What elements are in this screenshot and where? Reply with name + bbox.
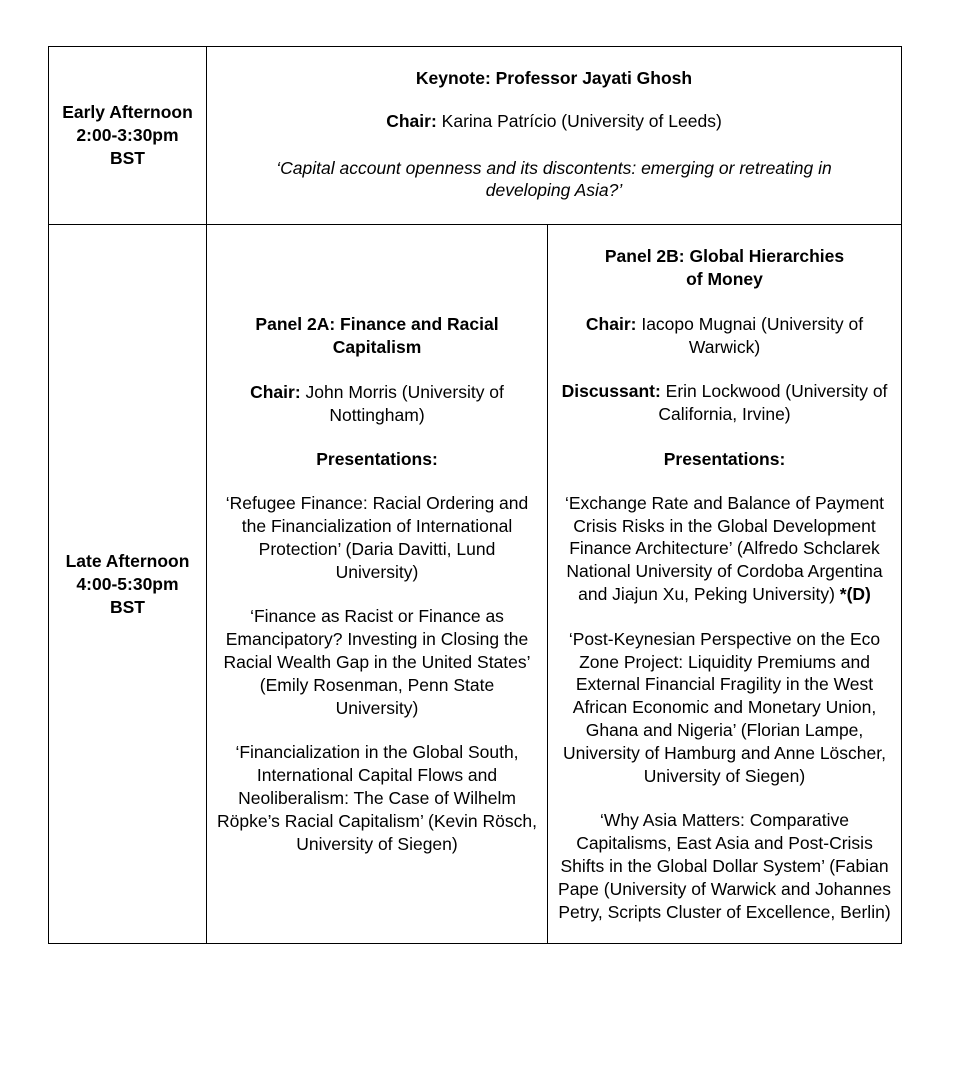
panel-2a-chair — [217, 381, 537, 427]
discussant-mark: *(D) — [839, 583, 871, 604]
chair-value: Iacopo Mugnai (University of Warwick) — [636, 313, 864, 357]
time-zone: BST — [110, 596, 145, 617]
discussant-label: Discussant: — [561, 381, 661, 402]
panel-2a-cell — [207, 225, 548, 944]
chair-value: John Morris (University of Nottingham) — [300, 381, 504, 425]
chair-label: Chair: — [386, 110, 437, 131]
keynote-talk-title: ‘Capital account openness and its discontents: emerging or retreating in developing Asia?’ — [276, 157, 832, 201]
chair-label: Chair: — [250, 381, 301, 402]
panel-2b-title — [557, 245, 892, 291]
panel-2b-chair — [557, 313, 892, 359]
presentation-item: ‘Finance as Racist or Finance as Emancipatory? Investing in Closing the Racial Wealth Gap in the United States’ (Emily Rosenman, Penn State University) — [223, 606, 531, 718]
panel-2b-presentations-heading: Presentations: — [663, 448, 786, 469]
late-afternoon-time-cell — [49, 225, 207, 944]
panel-title-line: of Money — [686, 268, 763, 289]
late-afternoon-row — [49, 225, 902, 944]
time-label: Early Afternoon — [62, 102, 193, 123]
early-afternoon-time-cell — [49, 47, 207, 225]
presentation-item: ‘Refugee Finance: Racial Ordering and the Financialization of International Protection’ (Daria Davitti, Lund University) — [225, 493, 529, 582]
panel-2b-discussant — [557, 380, 892, 426]
time-range: 4:00-5:30pm — [76, 573, 179, 594]
presentation-item — [557, 492, 892, 606]
panel-2a-title — [217, 313, 537, 359]
chair-label: Chair: — [585, 313, 637, 334]
panel-title-line: Panel 2A: Finance and Racial — [255, 314, 499, 335]
time-zone: BST — [110, 147, 145, 168]
panel-title-line: Capitalism — [332, 336, 422, 357]
presentation-item: ‘Post-Keynesian Perspective on the Eco Zone Project: Liquidity Premiums and External Financial Fragility in the West African Economic and Monetary Union, Ghana and Nigeria’ (Florian Lampe, University of Hamburg and Anne Löscher, University of Siegen) — [563, 628, 886, 786]
time-label: Late Afternoon — [65, 551, 190, 572]
early-afternoon-row — [49, 47, 902, 225]
presentation-item: ‘Financialization in the Global South, International Capital Flows and Neoliberalism: The Case of Wilhelm Röpke’s Racial Capitalism’ (Kevin Rösch, University of Siegen) — [217, 742, 537, 854]
chair-value: Karina Patrício (University of Leeds) — [436, 110, 722, 131]
panel-2b-cell — [548, 225, 902, 944]
presentation-text: ‘Exchange Rate and Balance of Payment Crisis Risks in the Global Development Finance Architecture’ (Alfredo Schclarek National University of Cordoba Argentina and Jiajun Xu, Peking University) — [564, 492, 885, 604]
schedule-table — [48, 46, 902, 944]
keynote-cell — [207, 47, 902, 225]
panel-title-line: Panel 2B: Global Hierarchies — [604, 246, 845, 267]
discussant-value: Erin Lockwood (University of California, Irvine) — [658, 381, 888, 425]
keynote-title: Keynote: Professor Jayati Ghosh — [415, 68, 693, 88]
panel-2a-presentations-heading: Presentations: — [316, 449, 438, 470]
presentation-item: ‘Why Asia Matters: Comparative Capitalisms, East Asia and Post-Crisis Shifts in the Global Dollar System’ (Fabian Pape (University of Warwick and Johannes Petry, Scripts Cluster of Excellence, Berlin) — [558, 810, 891, 922]
time-range: 2:00-3:30pm — [76, 125, 179, 146]
keynote-chair — [247, 110, 861, 133]
